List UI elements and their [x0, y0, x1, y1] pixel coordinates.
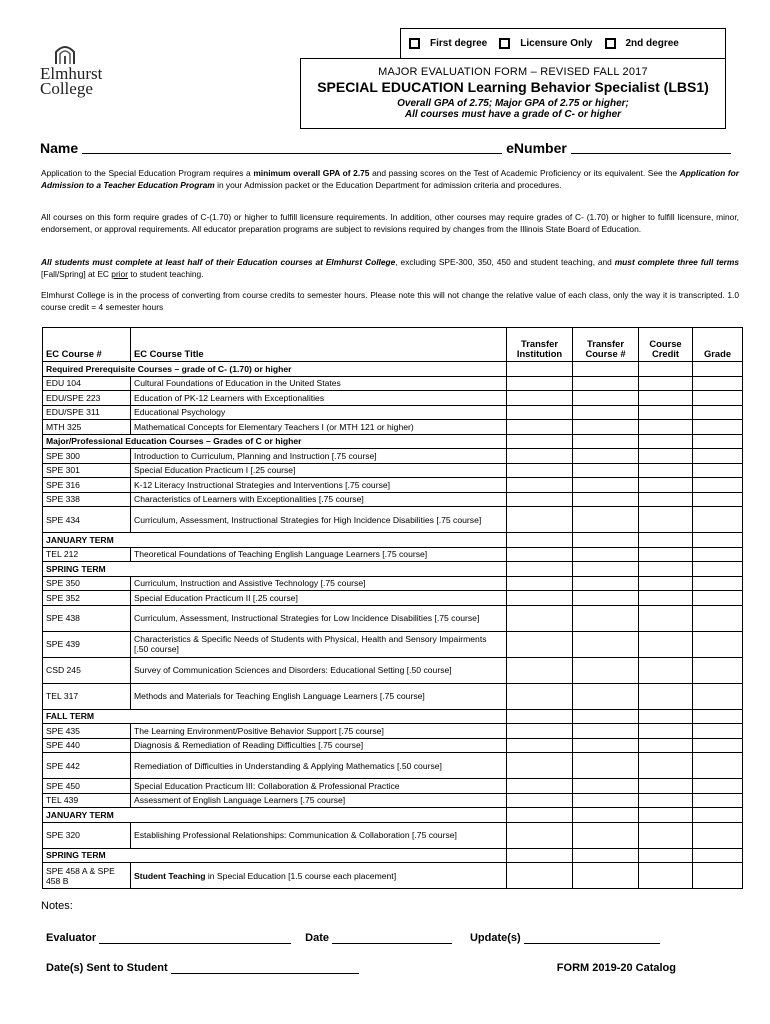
- p3-text-b: , excluding SPE-300, 350, 450 and student teaching, and: [395, 257, 615, 267]
- course-title-cell: K-12 Literacy Instructional Strategies and Interventions [.75 course]: [131, 478, 507, 493]
- degree-type-selector: [400, 28, 726, 58]
- course-title-cell: Curriculum, Assessment, Instructional Strategies for Low Incidence Disabilities [.75 course]: [131, 605, 507, 631]
- table-row: [43, 376, 743, 391]
- section-blank-cell: [693, 808, 743, 823]
- section-blank-cell: [639, 533, 693, 548]
- course-number-cell: SPE 338: [43, 492, 131, 507]
- table-row: [43, 507, 743, 533]
- section-blank-cell: [507, 434, 573, 449]
- evaluator-field[interactable]: [99, 932, 291, 944]
- grade-cell[interactable]: [693, 779, 743, 794]
- course-credit-cell[interactable]: [639, 724, 693, 739]
- course-number-cell: SPE 350: [43, 576, 131, 591]
- course-credit-cell[interactable]: [639, 822, 693, 848]
- transfer-institution-cell[interactable]: [507, 631, 573, 657]
- name-field[interactable]: [82, 140, 502, 154]
- course-title-cell: Characteristics of Learners with Exceptionalities [.75 course]: [131, 492, 507, 507]
- date-label: Date: [305, 932, 329, 944]
- course-credit-cell[interactable]: [639, 507, 693, 533]
- transfer-institution-cell[interactable]: [507, 492, 573, 507]
- p3-text-a: All students must complete at least half of their Education courses at Elmhurst College: [41, 257, 396, 267]
- name-label: Name: [40, 140, 79, 156]
- degree-option-licensure[interactable]: [499, 38, 592, 49]
- transfer-course-cell[interactable]: [573, 420, 639, 435]
- course-title-cell: Assessment of English Language Learners [.75 course]: [131, 793, 507, 808]
- logo-wordmark: [40, 66, 102, 96]
- course-title-cell: Curriculum, Instruction and Assistive Technology [.75 course]: [131, 576, 507, 591]
- course-title-cell: Methods and Materials for Teaching English Language Learners [.75 course]: [131, 683, 507, 709]
- course-credit-cell[interactable]: [639, 420, 693, 435]
- table-row: [43, 492, 743, 507]
- grade-cell[interactable]: [693, 376, 743, 391]
- course-credit-cell[interactable]: [639, 753, 693, 779]
- residency-paragraph: [41, 257, 739, 280]
- transfer-institution-cell[interactable]: [507, 753, 573, 779]
- dates-sent-label: Date(s) Sent to Student: [46, 962, 168, 974]
- transfer-course-cell[interactable]: [573, 492, 639, 507]
- table-row: [43, 779, 743, 794]
- evaluator-row: [46, 932, 726, 944]
- first-degree-checkbox[interactable]: [409, 38, 420, 49]
- section-blank-cell: [573, 709, 639, 724]
- transfer-institution-cell[interactable]: [507, 376, 573, 391]
- table-row: [43, 863, 743, 889]
- transfer-institution-cell[interactable]: [507, 576, 573, 591]
- course-table: [42, 327, 743, 889]
- table-row: [43, 724, 743, 739]
- transfer-course-cell[interactable]: [573, 631, 639, 657]
- transfer-institution-cell[interactable]: [507, 822, 573, 848]
- section-header-row: [43, 709, 743, 724]
- course-credit-cell[interactable]: [639, 449, 693, 464]
- section-blank-cell: [693, 362, 743, 377]
- transfer-course-cell[interactable]: [573, 738, 639, 753]
- section-blank-cell: [507, 533, 573, 548]
- course-title-cell: Education of PK-12 Learners with Exceptionalities: [131, 391, 507, 406]
- course-title-cell: Diagnosis & Remediation of Reading Difficulties [.75 course]: [131, 738, 507, 753]
- course-number-cell: SPE 442: [43, 753, 131, 779]
- section-blank-cell: [573, 848, 639, 863]
- course-title-cell: Mathematical Concepts for Elementary Teachers I (or MTH 121 or higher): [131, 420, 507, 435]
- licensure-only-label: Licensure Only: [520, 38, 593, 49]
- section-blank-cell: [693, 434, 743, 449]
- table-row: [43, 463, 743, 478]
- course-number-cell: TEL 439: [43, 793, 131, 808]
- p3-text-d: [Fall/Spring] at EC: [41, 268, 112, 279]
- dates-sent-field[interactable]: [171, 962, 359, 974]
- course-credit-cell[interactable]: [639, 779, 693, 794]
- course-number-cell: SPE 450: [43, 779, 131, 794]
- transfer-course-cell[interactable]: [573, 657, 639, 683]
- transfer-course-cell[interactable]: [573, 449, 639, 464]
- p3-text-c: must complete three full terms: [614, 257, 740, 267]
- course-number-cell: SPE 316: [43, 478, 131, 493]
- grade-requirement: All courses must have a grade of C- or higher: [404, 109, 622, 120]
- table-row: [43, 657, 743, 683]
- admission-paragraph: [41, 168, 739, 191]
- logo-emblem-icon: [50, 44, 80, 66]
- transfer-course-cell[interactable]: [573, 463, 639, 478]
- table-row: [43, 405, 743, 420]
- credits-paragraph: Elmhurst College is in the process of converting from course credits to semester hours. Please note this will not change the relative value of each class, only the way it is transcripted. 1.0 course credit = 4 semester hours: [41, 290, 739, 312]
- course-number-cell: SPE 434: [43, 507, 131, 533]
- course-title-cell: Educational Psychology: [131, 405, 507, 420]
- catalog-label: FORM 2019-20 Catalog: [556, 962, 676, 974]
- table-row: [43, 449, 743, 464]
- course-number-cell: SPE 435: [43, 724, 131, 739]
- course-number-cell: EDU 104: [43, 376, 131, 391]
- transfer-institution-cell[interactable]: [507, 420, 573, 435]
- course-title-cell: [131, 863, 507, 889]
- course-title-cell: Special Education Practicum III: Collaboration & Professional Practice: [131, 779, 507, 794]
- section-blank-cell: [507, 848, 573, 863]
- section-header-row: [43, 808, 743, 823]
- grades-paragraph: All courses on this form require grades of C-(1.70) or higher to fulfill licensure requirements. In addition, other courses may require grades of C- (1.70) or higher to fulfill licensure, minor, endorsement, or approval requirements. All educator preparation programs are subject to revisions required by changes from the Illinois State Board of Education.: [41, 212, 739, 234]
- p1-text-d: Application for Admission to a Teacher Education Program: [41, 168, 739, 190]
- course-credit-cell[interactable]: [639, 863, 693, 889]
- table-row: [43, 420, 743, 435]
- course-credit-cell[interactable]: [639, 405, 693, 420]
- degree-option-first[interactable]: [409, 38, 487, 49]
- table-row: [43, 478, 743, 493]
- table-row: [43, 591, 743, 606]
- college-logo: [40, 44, 115, 100]
- course-title-cell: Remediation of Difficulties in Understanding & Applying Mathematics [.50 course]: [131, 753, 507, 779]
- course-number-cell: MTH 325: [43, 420, 131, 435]
- course-title-cell: Cultural Foundations of Education in the United States: [131, 376, 507, 391]
- transfer-institution-cell[interactable]: [507, 738, 573, 753]
- grade-cell[interactable]: [693, 724, 743, 739]
- table-row: [43, 391, 743, 406]
- section-blank-cell: [507, 709, 573, 724]
- section-blank-cell: [507, 808, 573, 823]
- section-header: SPRING TERM: [43, 562, 507, 577]
- course-number-cell: EDU/SPE 311: [43, 405, 131, 420]
- table-row: [43, 822, 743, 848]
- course-number-cell: SPE 440: [43, 738, 131, 753]
- course-credit-cell[interactable]: [639, 576, 693, 591]
- course-title-cell: Establishing Professional Relationships: Communication & Collaboration [.75 course]: [131, 822, 507, 848]
- course-credit-cell[interactable]: [639, 478, 693, 493]
- section-blank-cell: [693, 562, 743, 577]
- course-number-cell: EDU/SPE 223: [43, 391, 131, 406]
- course-title-cell: Special Education Practicum I [.25 course]: [131, 463, 507, 478]
- section-blank-cell: [573, 562, 639, 577]
- section-blank-cell: [573, 434, 639, 449]
- table-row: [43, 547, 743, 562]
- transfer-course-cell[interactable]: [573, 405, 639, 420]
- course-credit-cell[interactable]: [639, 492, 693, 507]
- header-transfer-course: Transfer Course #: [573, 328, 639, 362]
- transfer-course-cell[interactable]: [573, 779, 639, 794]
- course-table-body: [43, 362, 743, 889]
- course-title-cell: Characteristics & Specific Needs of Students with Physical, Health and Sensory Impairments [.50 course]: [131, 631, 507, 657]
- transfer-course-cell[interactable]: [573, 376, 639, 391]
- section-blank-cell: [639, 709, 693, 724]
- grade-cell[interactable]: [693, 605, 743, 631]
- section-header: JANUARY TERM: [43, 808, 507, 823]
- p1-text-b: minimum overall GPA of 2.75: [253, 168, 370, 178]
- section-blank-cell: [639, 848, 693, 863]
- course-title-cell: Introduction to Curriculum, Planning and Instruction [.75 course]: [131, 449, 507, 464]
- course-number-cell: SPE 352: [43, 591, 131, 606]
- section-header: Required Prerequisite Courses – grade of C- (1.70) or higher: [43, 362, 507, 377]
- course-credit-cell[interactable]: [639, 793, 693, 808]
- table-row: [43, 605, 743, 631]
- grade-cell[interactable]: [693, 591, 743, 606]
- transfer-institution-cell[interactable]: [507, 449, 573, 464]
- grade-cell[interactable]: [693, 449, 743, 464]
- transfer-institution-cell[interactable]: [507, 391, 573, 406]
- section-header-row: [43, 533, 743, 548]
- course-number-cell: CSD 245: [43, 657, 131, 683]
- grade-cell[interactable]: [693, 657, 743, 683]
- transfer-course-cell[interactable]: [573, 822, 639, 848]
- table-row: [43, 793, 743, 808]
- logo-line-2: College: [40, 79, 93, 98]
- transfer-institution-cell[interactable]: [507, 779, 573, 794]
- transfer-institution-cell[interactable]: [507, 863, 573, 889]
- course-title-cell: Survey of Communication Sciences and Disorders: Educational Setting [.50 course]: [131, 657, 507, 683]
- table-row: [43, 738, 743, 753]
- transfer-institution-cell[interactable]: [507, 405, 573, 420]
- transfer-course-cell[interactable]: [573, 507, 639, 533]
- grade-cell[interactable]: [693, 683, 743, 709]
- header-course-credit: Course Credit: [639, 328, 693, 362]
- header-course-number: EC Course #: [43, 328, 131, 362]
- transfer-institution-cell[interactable]: [507, 507, 573, 533]
- course-credit-cell[interactable]: [639, 376, 693, 391]
- transfer-course-cell[interactable]: [573, 391, 639, 406]
- p3-text-e: prior: [111, 268, 129, 279]
- transfer-course-cell[interactable]: [573, 605, 639, 631]
- transfer-course-cell[interactable]: [573, 793, 639, 808]
- transfer-course-cell[interactable]: [573, 753, 639, 779]
- first-degree-label: First degree: [430, 38, 488, 49]
- program-title: SPECIAL EDUCATION Learning Behavior Specialist (LBS1): [317, 79, 709, 95]
- course-number-cell: SPE 300: [43, 449, 131, 464]
- updates-label: Update(s): [469, 932, 521, 944]
- course-title-cell: Special Education Practicum II [.25 course]: [131, 591, 507, 606]
- grade-cell[interactable]: [693, 753, 743, 779]
- grade-cell[interactable]: [693, 420, 743, 435]
- table-row: [43, 753, 743, 779]
- transfer-institution-cell[interactable]: [507, 657, 573, 683]
- transfer-course-cell[interactable]: [573, 863, 639, 889]
- section-blank-cell: [573, 362, 639, 377]
- form-header: [300, 58, 726, 129]
- transfer-course-cell[interactable]: [573, 724, 639, 739]
- course-number-cell: TEL 317: [43, 683, 131, 709]
- header-course-title: EC Course Title: [131, 328, 507, 362]
- course-number-cell: SPE 320: [43, 822, 131, 848]
- course-title-cell: Curriculum, Assessment, Instructional Strategies for High Incidence Disabilities [.75 course]: [131, 507, 507, 533]
- p1-text-e: in your Admission packet or the Education Department for admission criteria and procedures.: [214, 179, 562, 190]
- notes-label: Notes:: [41, 900, 73, 912]
- header-transfer-institution: Transfer Institution: [507, 328, 573, 362]
- section-header: SPRING TERM: [43, 848, 507, 863]
- section-blank-cell: [639, 808, 693, 823]
- grade-cell[interactable]: [693, 738, 743, 753]
- section-blank-cell: [573, 808, 639, 823]
- section-blank-cell: [693, 848, 743, 863]
- licensure-only-checkbox[interactable]: [499, 38, 510, 49]
- grade-cell[interactable]: [693, 631, 743, 657]
- section-header-row: [43, 434, 743, 449]
- grade-cell[interactable]: [693, 793, 743, 808]
- evaluator-label: Evaluator: [46, 932, 97, 944]
- transfer-institution-cell[interactable]: [507, 683, 573, 709]
- enumber-label: eNumber: [506, 140, 567, 156]
- section-blank-cell: [639, 562, 693, 577]
- course-credit-cell[interactable]: [639, 605, 693, 631]
- course-credit-cell[interactable]: [639, 591, 693, 606]
- grade-cell[interactable]: [693, 463, 743, 478]
- dates-sent-row: [46, 962, 726, 974]
- transfer-institution-cell[interactable]: [507, 463, 573, 478]
- second-degree-checkbox[interactable]: [605, 38, 616, 49]
- student-info-row: [40, 140, 740, 156]
- section-blank-cell: [693, 533, 743, 548]
- transfer-institution-cell[interactable]: [507, 478, 573, 493]
- p3-text-f: to student teaching.: [128, 268, 204, 279]
- course-credit-cell[interactable]: [639, 631, 693, 657]
- section-blank-cell: [639, 434, 693, 449]
- grade-cell[interactable]: [693, 391, 743, 406]
- course-title-cell: The Learning Environment/Positive Behavior Support [.75 course]: [131, 724, 507, 739]
- grade-cell[interactable]: [693, 405, 743, 420]
- course-credit-cell[interactable]: [639, 463, 693, 478]
- course-credit-cell[interactable]: [639, 683, 693, 709]
- section-blank-cell: [507, 562, 573, 577]
- table-row: [43, 631, 743, 657]
- transfer-institution-cell[interactable]: [507, 547, 573, 562]
- transfer-course-cell[interactable]: [573, 591, 639, 606]
- table-row: [43, 576, 743, 591]
- grade-cell[interactable]: [693, 478, 743, 493]
- grade-cell[interactable]: [693, 492, 743, 507]
- p1-text-c: and passing scores on the Test of Academic Proficiency or its equivalent. See the: [369, 168, 680, 178]
- grade-cell[interactable]: [693, 547, 743, 562]
- form-title: MAJOR EVALUATION FORM – REVISED FALL 2017: [378, 66, 648, 78]
- section-header-row: [43, 848, 743, 863]
- course-number-cell: TEL 212: [43, 547, 131, 562]
- section-header: Major/Professional Education Courses – Grades of C or higher: [43, 434, 507, 449]
- student-teaching-rest: in Special Education [1.5 course each placement]: [205, 870, 397, 881]
- course-number-cell: SPE 458 A & SPE 458 B: [43, 863, 131, 889]
- section-header-row: [43, 362, 743, 377]
- p1-text-a: Application to the Special Education Program requires a: [41, 168, 254, 178]
- table-row: [43, 683, 743, 709]
- course-credit-cell[interactable]: [639, 657, 693, 683]
- second-degree-label: 2nd degree: [625, 38, 679, 49]
- course-number-cell: SPE 301: [43, 463, 131, 478]
- enumber-field[interactable]: [571, 140, 731, 154]
- header-grade: Grade: [693, 328, 743, 362]
- transfer-course-cell[interactable]: [573, 478, 639, 493]
- gpa-requirement: Overall GPA of 2.75; Major GPA of 2.75 or higher;: [397, 98, 629, 109]
- section-blank-cell: [639, 362, 693, 377]
- course-number-cell: SPE 439: [43, 631, 131, 657]
- course-number-cell: SPE 438: [43, 605, 131, 631]
- transfer-course-cell[interactable]: [573, 576, 639, 591]
- grade-cell[interactable]: [693, 576, 743, 591]
- transfer-institution-cell[interactable]: [507, 591, 573, 606]
- logo-line-1: Elmhurst: [40, 64, 103, 83]
- section-header-row: [43, 562, 743, 577]
- course-credit-cell[interactable]: [639, 738, 693, 753]
- section-blank-cell: [507, 362, 573, 377]
- grade-cell[interactable]: [693, 822, 743, 848]
- grade-cell[interactable]: [693, 863, 743, 889]
- section-blank-cell: [693, 709, 743, 724]
- date-field[interactable]: [332, 932, 452, 944]
- transfer-course-cell[interactable]: [573, 547, 639, 562]
- section-blank-cell: [573, 533, 639, 548]
- degree-option-second[interactable]: [605, 38, 679, 49]
- course-title-cell: Theoretical Foundations of Teaching English Language Learners [.75 course]: [131, 547, 507, 562]
- section-header: FALL TERM: [43, 709, 507, 724]
- student-teaching-bold: Student Teaching: [134, 870, 206, 881]
- transfer-institution-cell[interactable]: [507, 724, 573, 739]
- updates-field[interactable]: [524, 932, 660, 944]
- transfer-institution-cell[interactable]: [507, 793, 573, 808]
- course-credit-cell[interactable]: [639, 547, 693, 562]
- transfer-institution-cell[interactable]: [507, 605, 573, 631]
- course-credit-cell[interactable]: [639, 391, 693, 406]
- section-header: JANUARY TERM: [43, 533, 507, 548]
- grade-cell[interactable]: [693, 507, 743, 533]
- transfer-course-cell[interactable]: [573, 683, 639, 709]
